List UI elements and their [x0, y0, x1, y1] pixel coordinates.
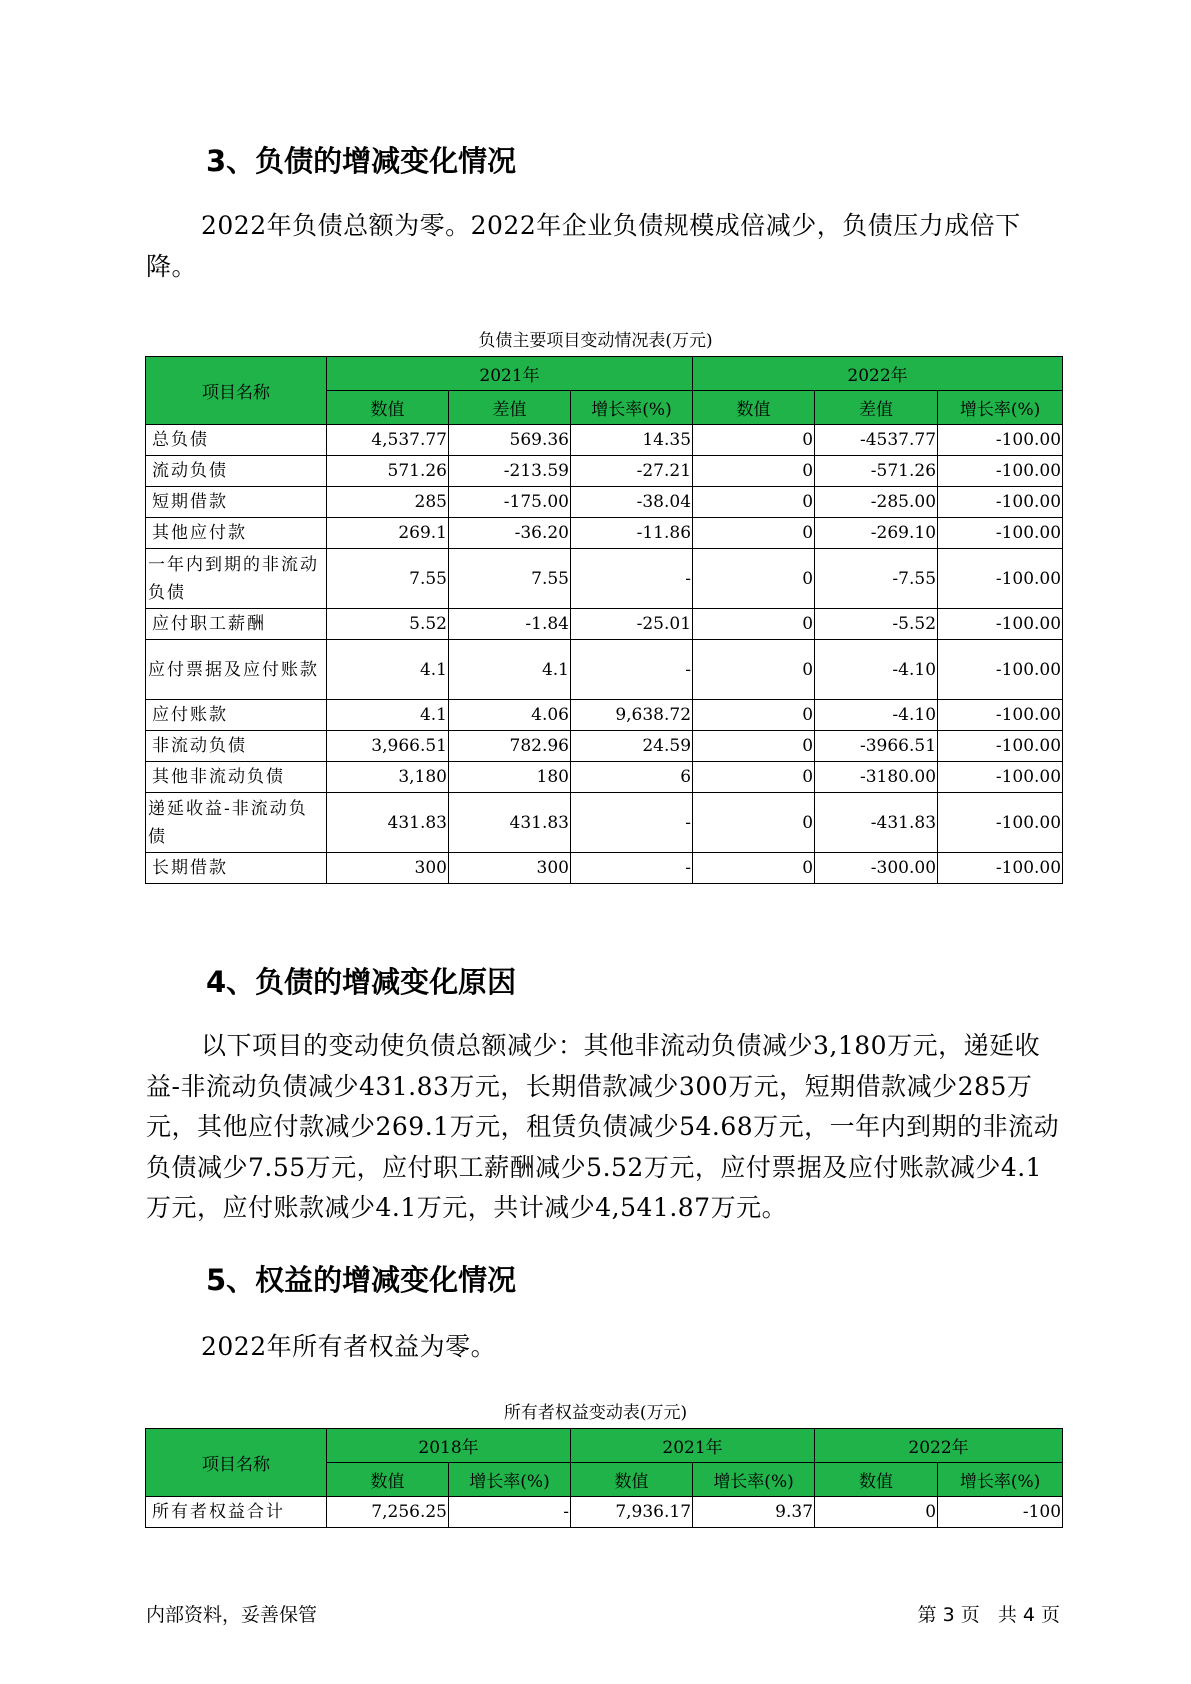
table1-body — [146, 425, 1063, 884]
table1-row — [146, 793, 1063, 853]
table1-row — [146, 425, 1063, 456]
table2-body — [146, 1497, 1063, 1528]
table1-cell: 9,638.72 — [571, 700, 693, 731]
table1-cell: -175.00 — [449, 487, 571, 518]
table1-caption: 负债主要项目变动情况表(万元) — [478, 331, 713, 351]
table1-cell: -4.10 — [815, 640, 938, 700]
table2-subheader: 数值 — [571, 1463, 693, 1497]
table1-item-name: 总负债 — [146, 425, 327, 456]
table1-cell: -5.52 — [815, 609, 938, 640]
table2-cell: 0 — [815, 1497, 938, 1528]
section-4-heading: 4、负债的增减变化原因 — [206, 965, 517, 999]
section-3-paragraph: 2022年负债总额为零。2022年企业负债规模成倍减少，负债压力成倍下降。 — [146, 211, 1021, 281]
section-5-heading: 5、权益的增减变化情况 — [206, 1263, 517, 1297]
table1-row — [146, 700, 1063, 731]
table1-cell: 0 — [693, 518, 815, 549]
table1-item-name: 应付账款 — [146, 700, 327, 731]
table1-row — [146, 640, 1063, 700]
table1-item-name: 短期借款 — [146, 487, 327, 518]
table1-subheader: 数值 — [693, 391, 815, 425]
table1-cell: 7.55 — [449, 549, 571, 609]
table1-cell: -213.59 — [449, 456, 571, 487]
table1-cell: -4.10 — [815, 700, 938, 731]
footer-page-number: 第 3 页 共 4 页 — [917, 1604, 1060, 1626]
table1-cell: 3,966.51 — [327, 731, 449, 762]
table2-name-header: 项目名称 — [146, 1429, 327, 1497]
table2-year-header: 2021年 — [571, 1429, 815, 1463]
table1-year-b-header: 2022年 — [693, 357, 1063, 391]
table1-cell: 0 — [693, 762, 815, 793]
table1-cell: 14.35 — [571, 425, 693, 456]
table1-item-name: 一年内到期的非流动负债 — [146, 549, 327, 609]
table1-item-name: 应付票据及应付账款 — [146, 640, 327, 700]
table1-item-name: 长期借款 — [146, 853, 327, 884]
table1-row — [146, 549, 1063, 609]
table1-row — [146, 518, 1063, 549]
table1-cell: 0 — [693, 700, 815, 731]
table1-item-name: 其他应付款 — [146, 518, 327, 549]
table1-cell: -100.00 — [938, 853, 1063, 884]
table1-cell: 4.1 — [449, 640, 571, 700]
table1-cell: 571.26 — [327, 456, 449, 487]
table1-cell: 5.52 — [327, 609, 449, 640]
table1-cell: 0 — [693, 853, 815, 884]
table1-cell: -100.00 — [938, 518, 1063, 549]
table1-cell: -100.00 — [938, 609, 1063, 640]
table1-cell: 4.1 — [327, 640, 449, 700]
table1-cell: 6 — [571, 762, 693, 793]
table1-cell: 431.83 — [449, 793, 571, 853]
section-5-paragraph: 2022年所有者权益为零。 — [201, 1332, 497, 1361]
liabilities-table — [145, 356, 1063, 884]
table1-cell: -100.00 — [938, 425, 1063, 456]
table1-year-a-header: 2021年 — [327, 357, 693, 391]
table1-cell: -3966.51 — [815, 731, 938, 762]
table2-cell: -100 — [938, 1497, 1063, 1528]
table1-cell: -7.55 — [815, 549, 938, 609]
table1-item-name: 非流动负债 — [146, 731, 327, 762]
table1-cell: 0 — [693, 549, 815, 609]
table1-item-name: 应付职工薪酬 — [146, 609, 327, 640]
table1-cell: 285 — [327, 487, 449, 518]
table1-cell: -4537.77 — [815, 425, 938, 456]
table1-cell: -100.00 — [938, 549, 1063, 609]
table1-cell: 180 — [449, 762, 571, 793]
table1-row — [146, 762, 1063, 793]
table1-cell: 0 — [693, 793, 815, 853]
table1-subheader: 差值 — [449, 391, 571, 425]
table1-cell: -100.00 — [938, 456, 1063, 487]
table1-cell: -285.00 — [815, 487, 938, 518]
table1-item-name: 递延收益-非流动负债 — [146, 793, 327, 853]
table1-cell: -1.84 — [449, 609, 571, 640]
table1-cell: - — [571, 640, 693, 700]
table2-subheader: 数值 — [815, 1463, 938, 1497]
table2-item-name: 所有者权益合计 — [146, 1497, 327, 1528]
table2-row — [146, 1497, 1063, 1528]
table1-cell: -100.00 — [938, 762, 1063, 793]
table1-cell: -431.83 — [815, 793, 938, 853]
table1-cell: -36.20 — [449, 518, 571, 549]
table1-cell: 7.55 — [327, 549, 449, 609]
footer-confidential: 内部资料，妥善保管 — [146, 1604, 318, 1626]
table1-cell: 0 — [693, 609, 815, 640]
table1-cell: 0 — [693, 487, 815, 518]
table1-cell: -25.01 — [571, 609, 693, 640]
table1-row — [146, 731, 1063, 762]
table1-cell: -11.86 — [571, 518, 693, 549]
table1-cell: -269.10 — [815, 518, 938, 549]
table2-subheader: 增长率(%) — [449, 1463, 571, 1497]
table1-cell: -100.00 — [938, 487, 1063, 518]
section-3-heading: 3、负债的增减变化情况 — [206, 144, 517, 178]
table1-cell: 4.06 — [449, 700, 571, 731]
table1-subheader: 差值 — [815, 391, 938, 425]
table2-subheader: 数值 — [327, 1463, 449, 1497]
table1-item-name: 其他非流动负债 — [146, 762, 327, 793]
table1-cell: 0 — [693, 425, 815, 456]
table2-cell: 9.37 — [693, 1497, 815, 1528]
table1-cell: 269.1 — [327, 518, 449, 549]
table1-subheader: 增长率(%) — [571, 391, 693, 425]
table2-cell: 7,256.25 — [327, 1497, 449, 1528]
table2-subheader: 增长率(%) — [938, 1463, 1063, 1497]
table1-cell: -38.04 — [571, 487, 693, 518]
table1-row — [146, 487, 1063, 518]
table2-year-header: 2022年 — [815, 1429, 1063, 1463]
table1-cell: -100.00 — [938, 793, 1063, 853]
table2-cell: - — [449, 1497, 571, 1528]
table1-cell: 3,180 — [327, 762, 449, 793]
table2-year-header: 2018年 — [327, 1429, 571, 1463]
table1-cell: -100.00 — [938, 640, 1063, 700]
table1-cell: -571.26 — [815, 456, 938, 487]
table1-cell: 24.59 — [571, 731, 693, 762]
table1-cell: -3180.00 — [815, 762, 938, 793]
table1-cell: 569.36 — [449, 425, 571, 456]
table1-row — [146, 609, 1063, 640]
table1-subheader: 数值 — [327, 391, 449, 425]
table1-cell: - — [571, 549, 693, 609]
table2-subheader: 增长率(%) — [693, 1463, 815, 1497]
table1-cell: - — [571, 793, 693, 853]
table1-cell: 300 — [327, 853, 449, 884]
table1-subheader: 增长率(%) — [938, 391, 1063, 425]
table1-cell: 0 — [693, 456, 815, 487]
table1-cell: -100.00 — [938, 731, 1063, 762]
table1-cell: 4,537.77 — [327, 425, 449, 456]
table1-cell: -27.21 — [571, 456, 693, 487]
table1-cell: -100.00 — [938, 700, 1063, 731]
table1-cell: 431.83 — [327, 793, 449, 853]
table1-cell: - — [571, 853, 693, 884]
table1-cell: 782.96 — [449, 731, 571, 762]
table1-name-header: 项目名称 — [146, 357, 327, 425]
equity-table — [145, 1428, 1063, 1528]
table1-cell: 300 — [449, 853, 571, 884]
table1-cell: 4.1 — [327, 700, 449, 731]
table1-cell: -300.00 — [815, 853, 938, 884]
table1-item-name: 流动负债 — [146, 456, 327, 487]
table1-row — [146, 456, 1063, 487]
table1-cell: 0 — [693, 731, 815, 762]
table1-row — [146, 853, 1063, 884]
table2-cell: 7,936.17 — [571, 1497, 693, 1528]
table2-caption: 所有者权益变动表(万元) — [503, 1403, 688, 1423]
table1-cell: 0 — [693, 640, 815, 700]
section-4-paragraph: 以下项目的变动使负债总额减少：其他非流动负债减少3,180万元，递延收益-非流动负债减少431.83万元，长期借款减少300万元，短期借款减少285万元，其他应付款减少269.1万元，租赁负债减少54.68万元，一年内到期的非流动负债减少7.55万元，应付职工薪酬减少5.52万元，应付票据及应付账款减少4.1万元，应付账款减少4.1万元，共计减少4,541.87万元。 — [146, 1031, 1060, 1222]
